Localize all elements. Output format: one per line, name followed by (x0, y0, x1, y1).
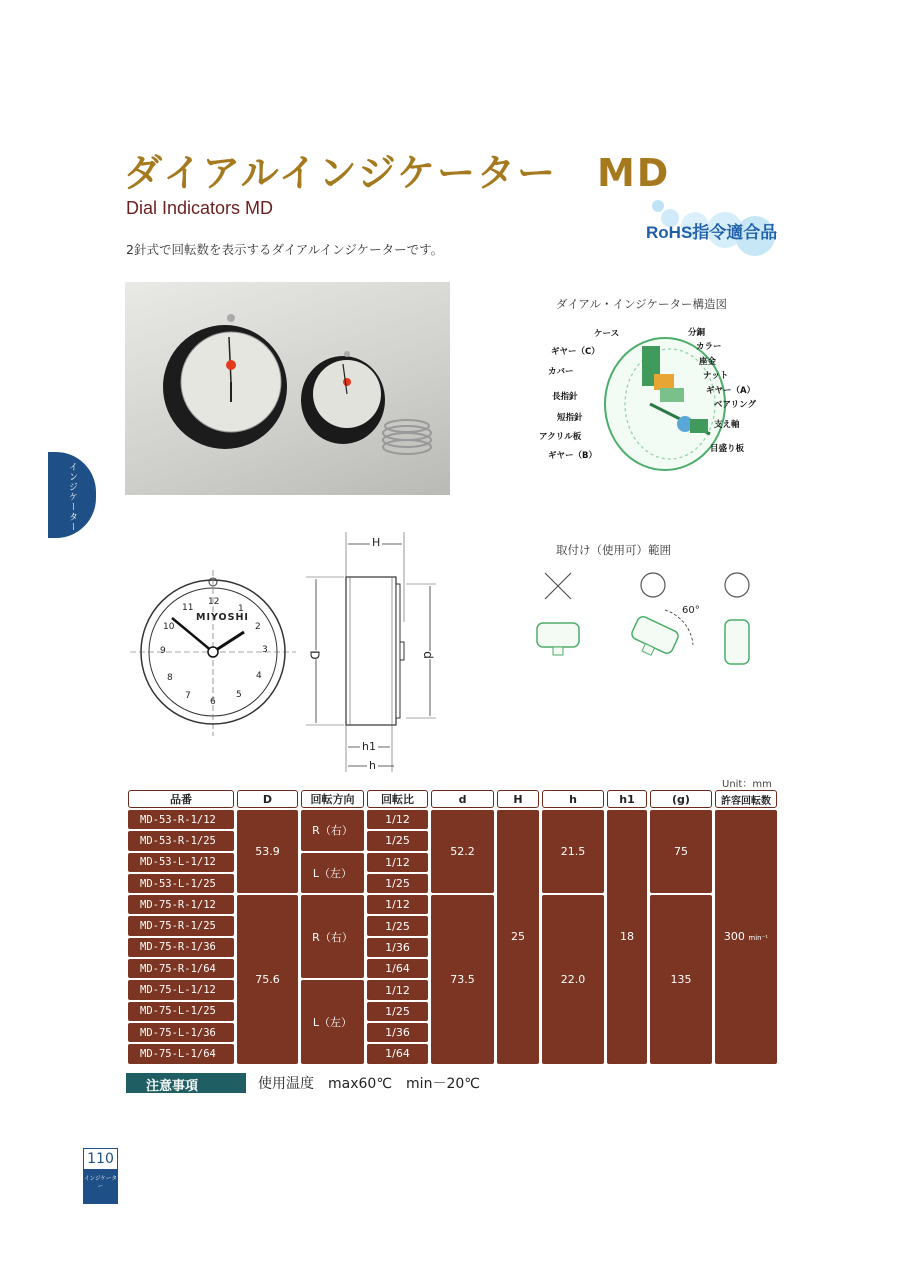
dial-number-5: 5 (236, 690, 242, 700)
unit-label: Unit：mm (722, 779, 772, 790)
struct-label-washer: 座金 (699, 357, 717, 367)
caution-value: 使用温度 max60℃ min－20℃ (258, 1076, 480, 1092)
structure-caption: ダイアル・インジケーター構造図 (556, 297, 727, 311)
struct-label-acrylic: アクリル板 (539, 432, 582, 442)
page-subtitle: Dial Indicators MD (126, 198, 274, 218)
struct-label-case: ケース (594, 329, 620, 339)
rohs-badge: RoHS指令適合品 (646, 223, 778, 242)
side-tab-label: インジケーター (67, 462, 77, 532)
cell-ratio: 1/12 (367, 810, 428, 829)
dial-front-drawing (130, 570, 298, 738)
cell-ratio: 1/36 (367, 938, 428, 957)
cell-ratio: 1/12 (367, 980, 428, 999)
dial-number-11: 11 (182, 603, 194, 613)
cell-h: 21.5 (542, 810, 604, 893)
page-title: ダイアルインジケーター MD (124, 151, 671, 195)
dial-number-2: 2 (255, 622, 261, 632)
mounting-caption: 取付け（使用可）範囲 (556, 543, 671, 557)
dim-label-h: h (369, 759, 376, 772)
product-description: 2針式で回転数を表示するダイアルインジケーターです。 (126, 242, 444, 257)
dial-number-7: 7 (185, 691, 191, 701)
cell-ratio: 1/25 (367, 874, 428, 893)
dim-label-D: D (307, 650, 322, 660)
table-row-part: MD-53-L-1/12 (128, 853, 234, 872)
struct-label-long-hand: 長指針 (552, 392, 578, 402)
struct-label-scale-plate: 目盛り板 (710, 444, 745, 454)
spec-table (125, 788, 780, 1066)
max-speed-unit: min⁻¹ (748, 934, 769, 943)
cell-ratio: 1/25 (367, 916, 428, 935)
page-section-label: インジケーター (84, 1176, 117, 1190)
dial-number-8: 8 (167, 673, 173, 683)
cell-ratio: 1/25 (367, 1002, 428, 1021)
table-row-part: MD-75-L-1/12 (128, 980, 234, 999)
dim-label-d: d (420, 651, 435, 659)
struct-label-gear-a: ギヤー（A） (706, 386, 756, 396)
caution-label: 注意事項 (146, 1079, 199, 1094)
header-h1: h1 (607, 790, 647, 808)
header-D: D (237, 790, 298, 808)
cell-weight: 135 (650, 895, 712, 1063)
cell-ratio: 1/36 (367, 1023, 428, 1042)
cell-D: 53.9 (237, 810, 298, 893)
product-photo (125, 282, 450, 495)
struct-label-collar: カラー (696, 342, 722, 352)
cell-max-speed (715, 810, 777, 1064)
cell-weight: 75 (650, 810, 712, 893)
indicator-photo-icon (125, 282, 450, 495)
cell-ratio: 1/25 (367, 831, 428, 850)
table-row-part: MD-53-R-1/25 (128, 831, 234, 850)
mounting-angle: 60° (682, 605, 700, 616)
cell-ratio: 1/64 (367, 959, 428, 978)
dial-number-10: 10 (163, 622, 175, 632)
cell-d: 73.5 (431, 895, 494, 1063)
header-ratio: 回転比 (367, 790, 428, 808)
mounting-diagram-icon (525, 565, 770, 680)
struct-label-shaft: 支え軸 (714, 420, 740, 430)
page-number: 110 (83, 1148, 118, 1170)
table-row-part: MD-75-R-1/64 (128, 959, 234, 978)
struct-label-short-hand: 短指針 (557, 413, 583, 423)
table-row-part: MD-53-L-1/25 (128, 874, 234, 893)
dial-number-12: 12 (208, 597, 220, 607)
table-row-part: MD-75-R-1/36 (128, 938, 234, 957)
struct-label-cover: カバー (548, 367, 574, 377)
dial-number-9: 9 (160, 646, 166, 656)
dial-number-6: 6 (210, 697, 216, 707)
dial-number-4: 4 (256, 671, 262, 681)
cell-direction: R（右） (301, 810, 364, 851)
table-row-part: MD-75-R-1/25 (128, 916, 234, 935)
struct-label-weight: 分銅 (688, 328, 706, 338)
table-row-part: MD-75-L-1/64 (128, 1044, 234, 1063)
struct-label-gear-c: ギヤー（C） (551, 347, 600, 357)
header-h: h (542, 790, 604, 808)
header-d: d (431, 790, 494, 808)
cell-H: 25 (497, 810, 539, 1064)
header-part-number: 品番 (128, 790, 234, 808)
table-row-part: MD-75-L-1/36 (128, 1023, 234, 1042)
header-direction: 回転方向 (301, 790, 364, 808)
table-row-part: MD-75-R-1/12 (128, 895, 234, 914)
struct-label-gear-b: ギヤー（B） (548, 451, 597, 461)
struct-label-nut: ナット (703, 371, 729, 381)
dim-label-h1: h1 (362, 740, 376, 753)
cell-h1: 18 (607, 810, 647, 1064)
table-row-part: MD-53-R-1/12 (128, 810, 234, 829)
dial-number-1: 1 (238, 604, 244, 614)
dial-number-3: 3 (262, 645, 268, 655)
struct-label-bearing: ベアリング (714, 400, 756, 410)
cell-ratio: 1/12 (367, 895, 428, 914)
header-H: H (497, 790, 539, 808)
max-speed-value: 300 (723, 930, 745, 944)
cell-ratio: 1/64 (367, 1044, 428, 1063)
cell-d: 52.2 (431, 810, 494, 893)
cell-h: 22.0 (542, 895, 604, 1063)
cell-direction: L（左） (301, 980, 364, 1063)
cell-direction: R（右） (301, 895, 364, 978)
header-weight: (g) (650, 790, 712, 808)
table-row-part: MD-75-L-1/25 (128, 1002, 234, 1021)
cell-direction: L（左） (301, 853, 364, 894)
header-max-speed: 許容回転数 (715, 790, 777, 808)
dial-brand: MIYOSHI (196, 612, 249, 623)
cell-ratio: 1/12 (367, 853, 428, 872)
cell-D: 75.6 (237, 895, 298, 1063)
dim-label-H: H (372, 536, 381, 549)
